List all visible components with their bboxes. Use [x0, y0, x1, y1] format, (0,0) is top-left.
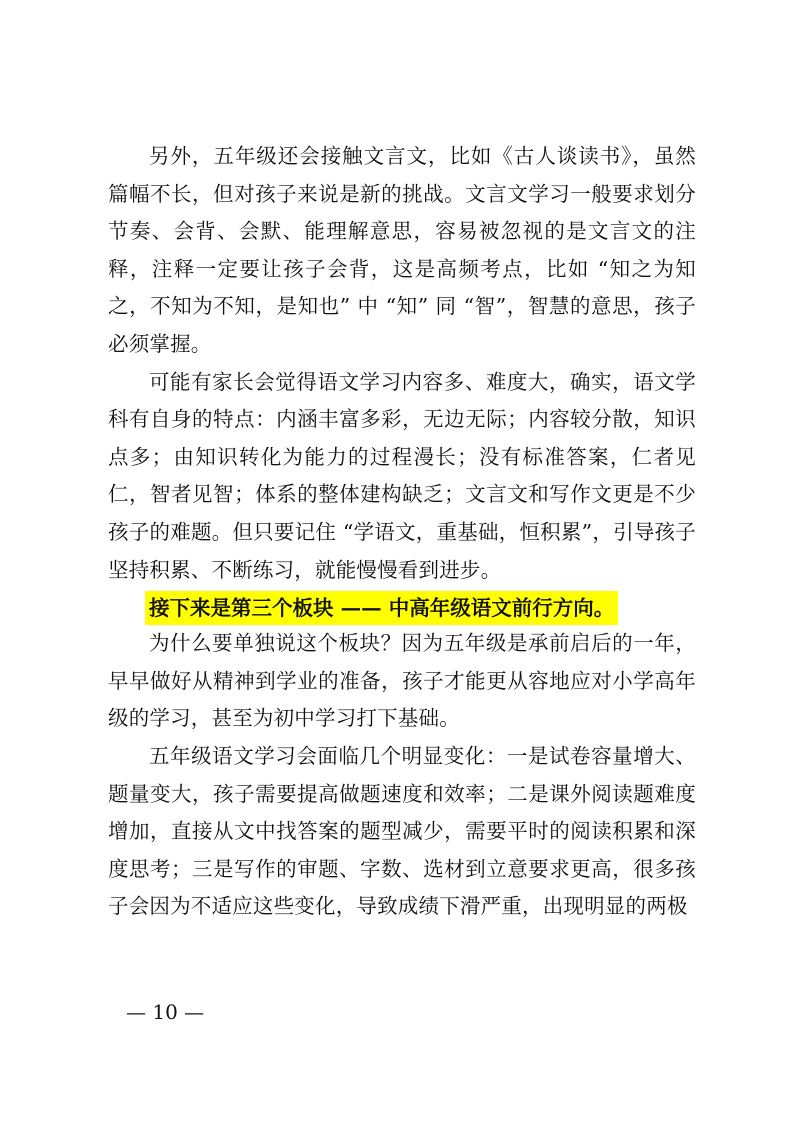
- highlighted-section-heading: 接下来是第三个板块 —— 中高年级语文前行方向。: [145, 591, 618, 625]
- paragraph-why-this-section: 为什么要单独说这个板块？因为五年级是承前启后的一年，早早做好从精神到学业的准备，孩子才能更从容地应对小学高年级的学习，甚至为初中学习打下基础。: [108, 631, 696, 731]
- paragraph-chinese-learning-features: 可能有家长会觉得语文学习内容多、难度大，确实，语文学科有自身的特点：内涵丰富多彩，无边无际；内容较分散，知识点多；由知识转化为能力的过程漫长；没有标准答案，仁者见仁，智者见智；体系的整体建构缺乏；文言文和写作文更是不少孩子的难题。但只要记住 “学语文，重基础，恒积累”，引导孩子坚持积累、不断练习，就能慢慢看到进步。: [108, 369, 696, 582]
- paragraph-classical-chinese: 另外，五年级还会接触文言文，比如《古人谈读书》，虽然篇幅不长，但对孩子来说是新的挑战。文言文学习一般要求划分节奏、会背、会默、能理解意思，容易被忽视的是文言文的注释，注释一定要让孩子会背，这是高频考点，比如 “知之为知之，不知为不知，是知也” 中 “知” 同 “智”，智慧的意思，孩子必须掌握。: [108, 144, 696, 356]
- paragraph-grade-five-changes: 五年级语文学习会面临几个明显变化：一是试卷容量增大、题量变大，孩子需要提高做题速度和效率；二是课外阅读题难度增加，直接从文中找答案的题型减少，需要平时的阅读积累和深度思考；三是写作的审题、字数、选材到立意要求更高，很多孩子会因为不适应这些变化，导致成绩下滑严重，出现明显的两极: [108, 743, 696, 919]
- page-number: — 10 —: [126, 1000, 205, 1024]
- document-body: [108, 138, 696, 926]
- section-heading-wrapper: [108, 591, 696, 625]
